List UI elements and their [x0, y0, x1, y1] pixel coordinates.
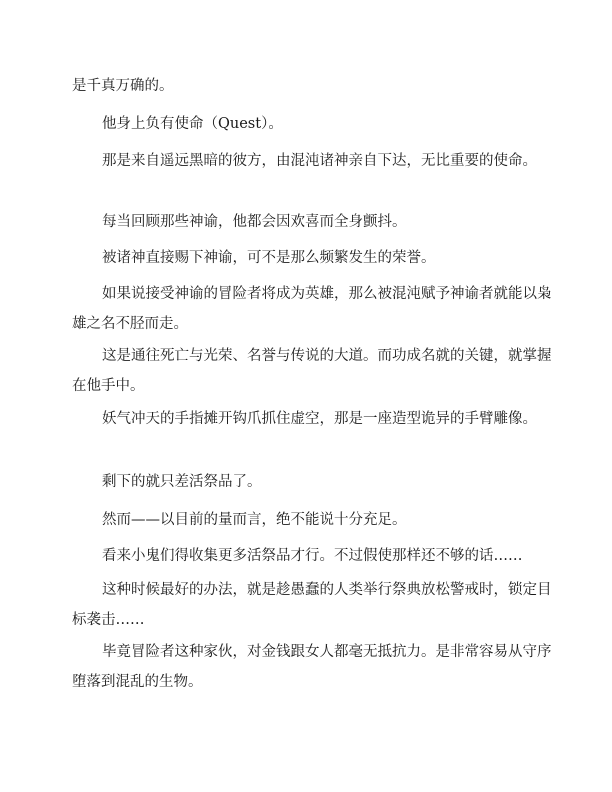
paragraph-6: 如果说接受神谕的冒险者将成为英雄，那么被混沌赋予神谕者就能以枭雄之名不胫而走。 [72, 286, 552, 332]
paragraph-3: 那是来自遥远黑暗的彼方，由混沌诸神亲自下达，无比重要的使命。 [102, 153, 537, 169]
paragraph-10: 然而——以目前的量而言，绝不能说十分充足。 [102, 512, 407, 528]
paragraph-7: 这是通往死亡与光荣、名誉与传说的大道。而功成名就的关键，就掌握在他手中。 [72, 348, 552, 394]
paragraph-13: 毕竟冒险者这种家伙，对金钱跟女人都毫无抵抗力。是非常容易从守序堕落到混乱的生物。 [72, 644, 552, 690]
paragraph-5: 被诸神直接赐下神谕，可不是那么频繁发生的荣誉。 [102, 250, 436, 266]
paragraph-11: 看来小鬼们得收集更多活祭品才行。不过假使那样还不够的话…… [102, 548, 523, 564]
paragraph-4: 每当回顾那些神谕，他都会因欢喜而全身颤抖。 [102, 214, 407, 230]
paragraph-1: 是千真万确的。 [72, 78, 174, 94]
paragraph-8: 妖气冲天的手指摊开钩爪抓住虚空，那是一座造型诡异的手臂雕像。 [102, 411, 537, 427]
paragraph-9: 剩下的就只差活祭品了。 [102, 474, 262, 490]
paragraph-12: 这种时候最好的办法，就是趁愚蠢的人类举行祭典放松警戒时，锁定目标袭击…… [72, 582, 552, 628]
paragraph-2: 他身上负有使命（Quest）。 [102, 116, 283, 132]
